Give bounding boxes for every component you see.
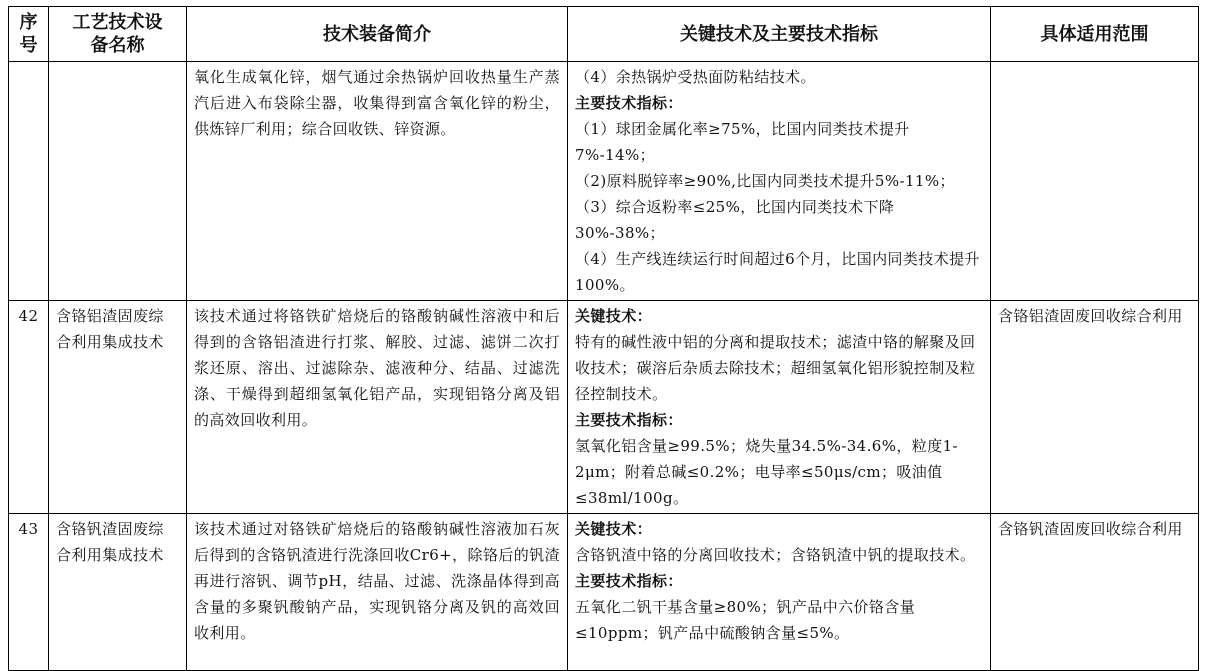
cell-scope: 含铬钒渣固废回收综合利用	[991, 514, 1199, 671]
key-line: （4）生产线连续运行时间超过6个月，比国内同类技术提升100%。	[575, 250, 980, 294]
cell-scope	[991, 62, 1199, 301]
cell-seq: 43	[9, 514, 49, 671]
header-name-line2: 备名称	[90, 35, 145, 56]
header-name	[49, 7, 187, 62]
cell-intro: 氧化生成氧化锌，烟气通过余热锅炉回收热量生产蒸汽后进入布袋除尘器，收集得到富含氧化锌的粉尘，供炼锌厂利用；综合回收铁、锌资源。	[187, 62, 568, 301]
header-key: 关键技术及主要技术指标	[568, 7, 991, 62]
header-row	[9, 7, 1199, 62]
header-scope: 具体适用范围	[991, 7, 1199, 62]
cell-scope: 含铬铝渣固废回收综合利用	[991, 301, 1199, 514]
header-seq-line1: 序	[19, 12, 38, 33]
cell-intro: 该技术通过对铬铁矿焙烧后的铬酸钠碱性溶液加石灰后得到的含铬钒渣进行洗涤回收Cr6+，除铬后的钒渣再进行溶钒、调节pH，结晶、过滤、洗涤晶体得到高含量的多聚钒酸钠产品，实现钒铬分离及钒的高效回收利用。	[187, 514, 568, 671]
key-line: （1）球团金属化率≥75%，比国内同类技术提升7%-14%；	[575, 120, 910, 164]
key-subheading-indicators: 主要技术指标：	[575, 572, 683, 590]
cell-name	[49, 62, 187, 301]
key-subheading-indicators: 主要技术指标：	[575, 411, 683, 429]
table-row-42	[9, 301, 1199, 514]
cell-name: 含铬铝渣固废综合利用集成技术	[49, 301, 187, 514]
header-name-line1: 工艺技术设	[72, 12, 163, 33]
key-subheading-key-tech: 关键技术：	[575, 520, 653, 538]
key-subheading-indicators: 主要技术指标：	[575, 94, 683, 112]
key-line: （2)原料脱锌率≥90%,比国内同类技术提升5%-11%；	[575, 172, 955, 190]
cell-key	[568, 514, 991, 671]
key-line: 氢氧化铝含量≥99.5%；烧失量34.5%-34.6%，粒度1-2μm；附着总碱≤0.2%；电导率≤50μs/cm；吸油值≤38ml/100g。	[575, 437, 959, 507]
technology-table	[8, 6, 1199, 671]
cell-key	[568, 62, 991, 301]
header-seq	[9, 7, 49, 62]
cell-intro: 该技术通过将铬铁矿焙烧后的铬酸钠碱性溶液中和后得到的含铬铝渣进行打浆、解胶、过滤、滤饼二次打浆还原、溶出、过滤除杂、滤液种分、结晶、过滤洗涤、干燥得到超细氢氧化铝产品，实现铝铬分离及铝的高效回收利用。	[187, 301, 568, 514]
key-line: 含铬钒渣中铬的分离回收技术；含铬钒渣中钒的提取技术。	[575, 546, 976, 564]
header-intro: 技术装备简介	[187, 7, 568, 62]
key-line: 特有的碱性液中铝的分离和提取技术；滤渣中铬的解聚及回收技术；碳溶后杂质去除技术；超细氢氧化铝形貌控制及粒径控制技术。	[575, 333, 976, 403]
key-subheading-key-tech: 关键技术：	[575, 307, 653, 325]
cell-key	[568, 301, 991, 514]
key-line: 五氧化二钒干基含量≥80%；钒产品中六价铬含量≤10ppm；钒产品中硫酸钠含量≤5%。	[575, 598, 916, 642]
key-line: （3）综合返粉率≤25%，比国内同类技术下降30%-38%；	[575, 198, 895, 242]
cell-seq	[9, 62, 49, 301]
cell-seq: 42	[9, 301, 49, 514]
header-seq-line2: 号	[19, 35, 38, 56]
cell-name: 含铬钒渣固废综合利用集成技术	[49, 514, 187, 671]
table-row-continued	[9, 62, 1199, 301]
table-row-43	[9, 514, 1199, 671]
key-line: （4）余热锅炉受热面防粘结技术。	[575, 68, 816, 86]
